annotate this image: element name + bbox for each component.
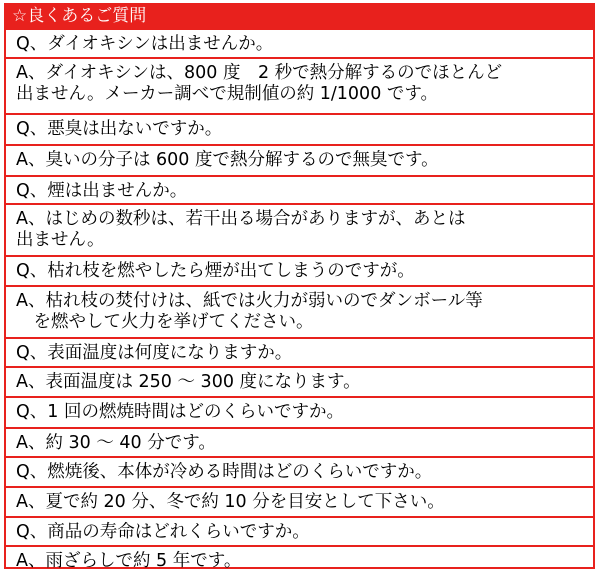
faq-question: Q、煙は出ませんか。 — [6, 175, 593, 203]
faq-answer: A、夏で約 20 分、冬で約 10 分を目安として下さい。 — [6, 486, 593, 516]
faq-question: Q、悪臭は出ないですか。 — [6, 113, 593, 144]
faq-answer: A、臭いの分子は 600 度で熱分解するので無臭です。 — [6, 144, 593, 175]
faq-question: Q、1 回の燃焼時間はどのくらいですか。 — [6, 396, 593, 427]
faq-answer: A、表面温度は 250 ～ 300 度になります。 — [6, 366, 593, 396]
faq-answer: A、枯れ枝の焚付けは、紙では火力が弱いのでダンボール等 を燃やして火力を挙げてください。 — [6, 285, 593, 337]
faq-question: Q、商品の寿命はどれくらいですか。 — [6, 516, 593, 545]
faq-answer: A、ダイオキシンは、800 度 2 秒で熱分解するのでほとんど 出ません。メーカー調べで規制値の約 1/1000 です。 — [6, 57, 593, 113]
faq-table — [4, 3, 595, 569]
faq-question: Q、ダイオキシンは出ませんか。 — [6, 28, 593, 57]
faq-title: ☆良くあるご質問 — [6, 5, 593, 28]
faq-question: Q、燃焼後、本体が冷める時間はどのくらいですか。 — [6, 456, 593, 486]
faq-answer: A、約 30 ～ 40 分です。 — [6, 427, 593, 456]
faq-question: Q、表面温度は何度になりますか。 — [6, 337, 593, 366]
faq-answer: A、はじめの数秒は、若干出る場合がありますが、あとは 出ません。 — [6, 203, 593, 255]
faq-answer: A、雨ざらしで約 5 年です。 — [6, 545, 593, 569]
faq-question: Q、枯れ枝を燃やしたら煙が出てしまうのですが。 — [6, 255, 593, 285]
